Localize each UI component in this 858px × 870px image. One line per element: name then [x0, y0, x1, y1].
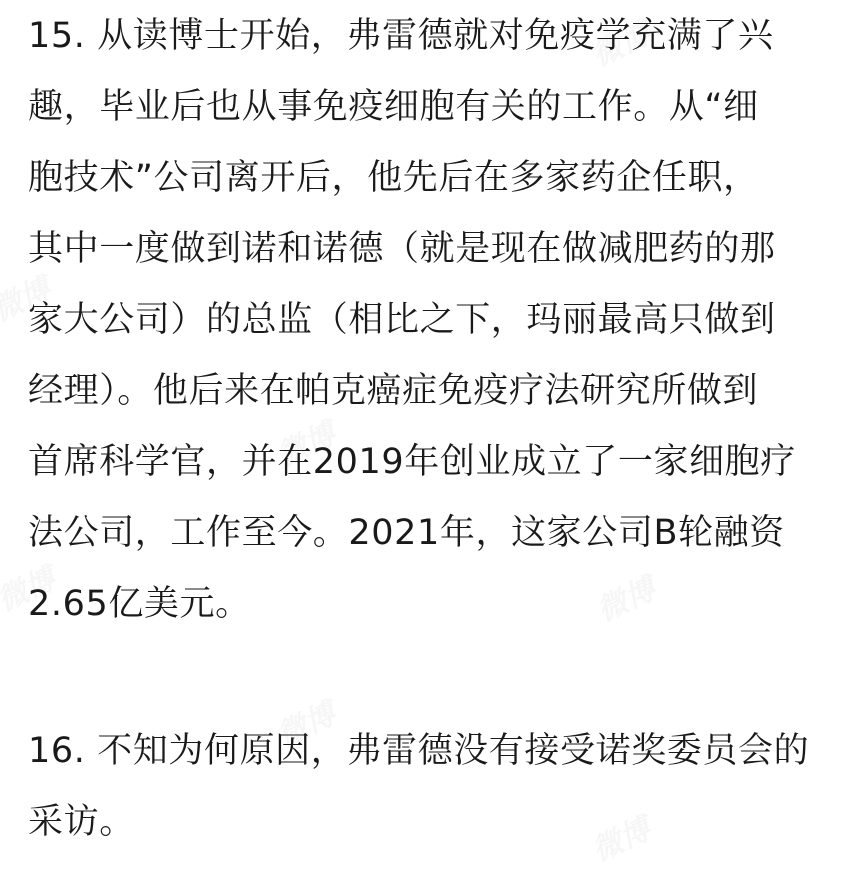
text-line: 法公司，工作至今。2021年，这家公司B轮融资 — [28, 513, 785, 553]
watermark — [584, 804, 657, 869]
watermark — [589, 564, 662, 629]
text-line: 首席科学官，并在2019年创业成立了一家细胞疗 — [28, 442, 796, 482]
text-line: 经理）。他后来在帕克癌症免疫疗法研究所做到 — [28, 371, 759, 411]
text-line: 15. 从读博士开始，弗雷德就对免疫学充满了兴 — [28, 16, 774, 56]
text-line: 16. 不知为何原因，弗雷德没有接受诺奖委员会的 — [28, 731, 810, 771]
text-line: 其中一度做到诺和诺德（就是现在做减肥药的那 — [28, 229, 776, 269]
text-line: 趣，毕业后也从事免疫细胞有关的工作。从“细 — [28, 87, 759, 127]
text-line: 胞技术”公司离开后，他先后在多家药企任职， — [28, 158, 759, 198]
text-line: 采访。 — [28, 802, 135, 842]
text-line: 家大公司）的总监（相比之下，玛丽最高只做到 — [28, 300, 776, 340]
text-line: 2.65亿美元。 — [28, 584, 251, 624]
